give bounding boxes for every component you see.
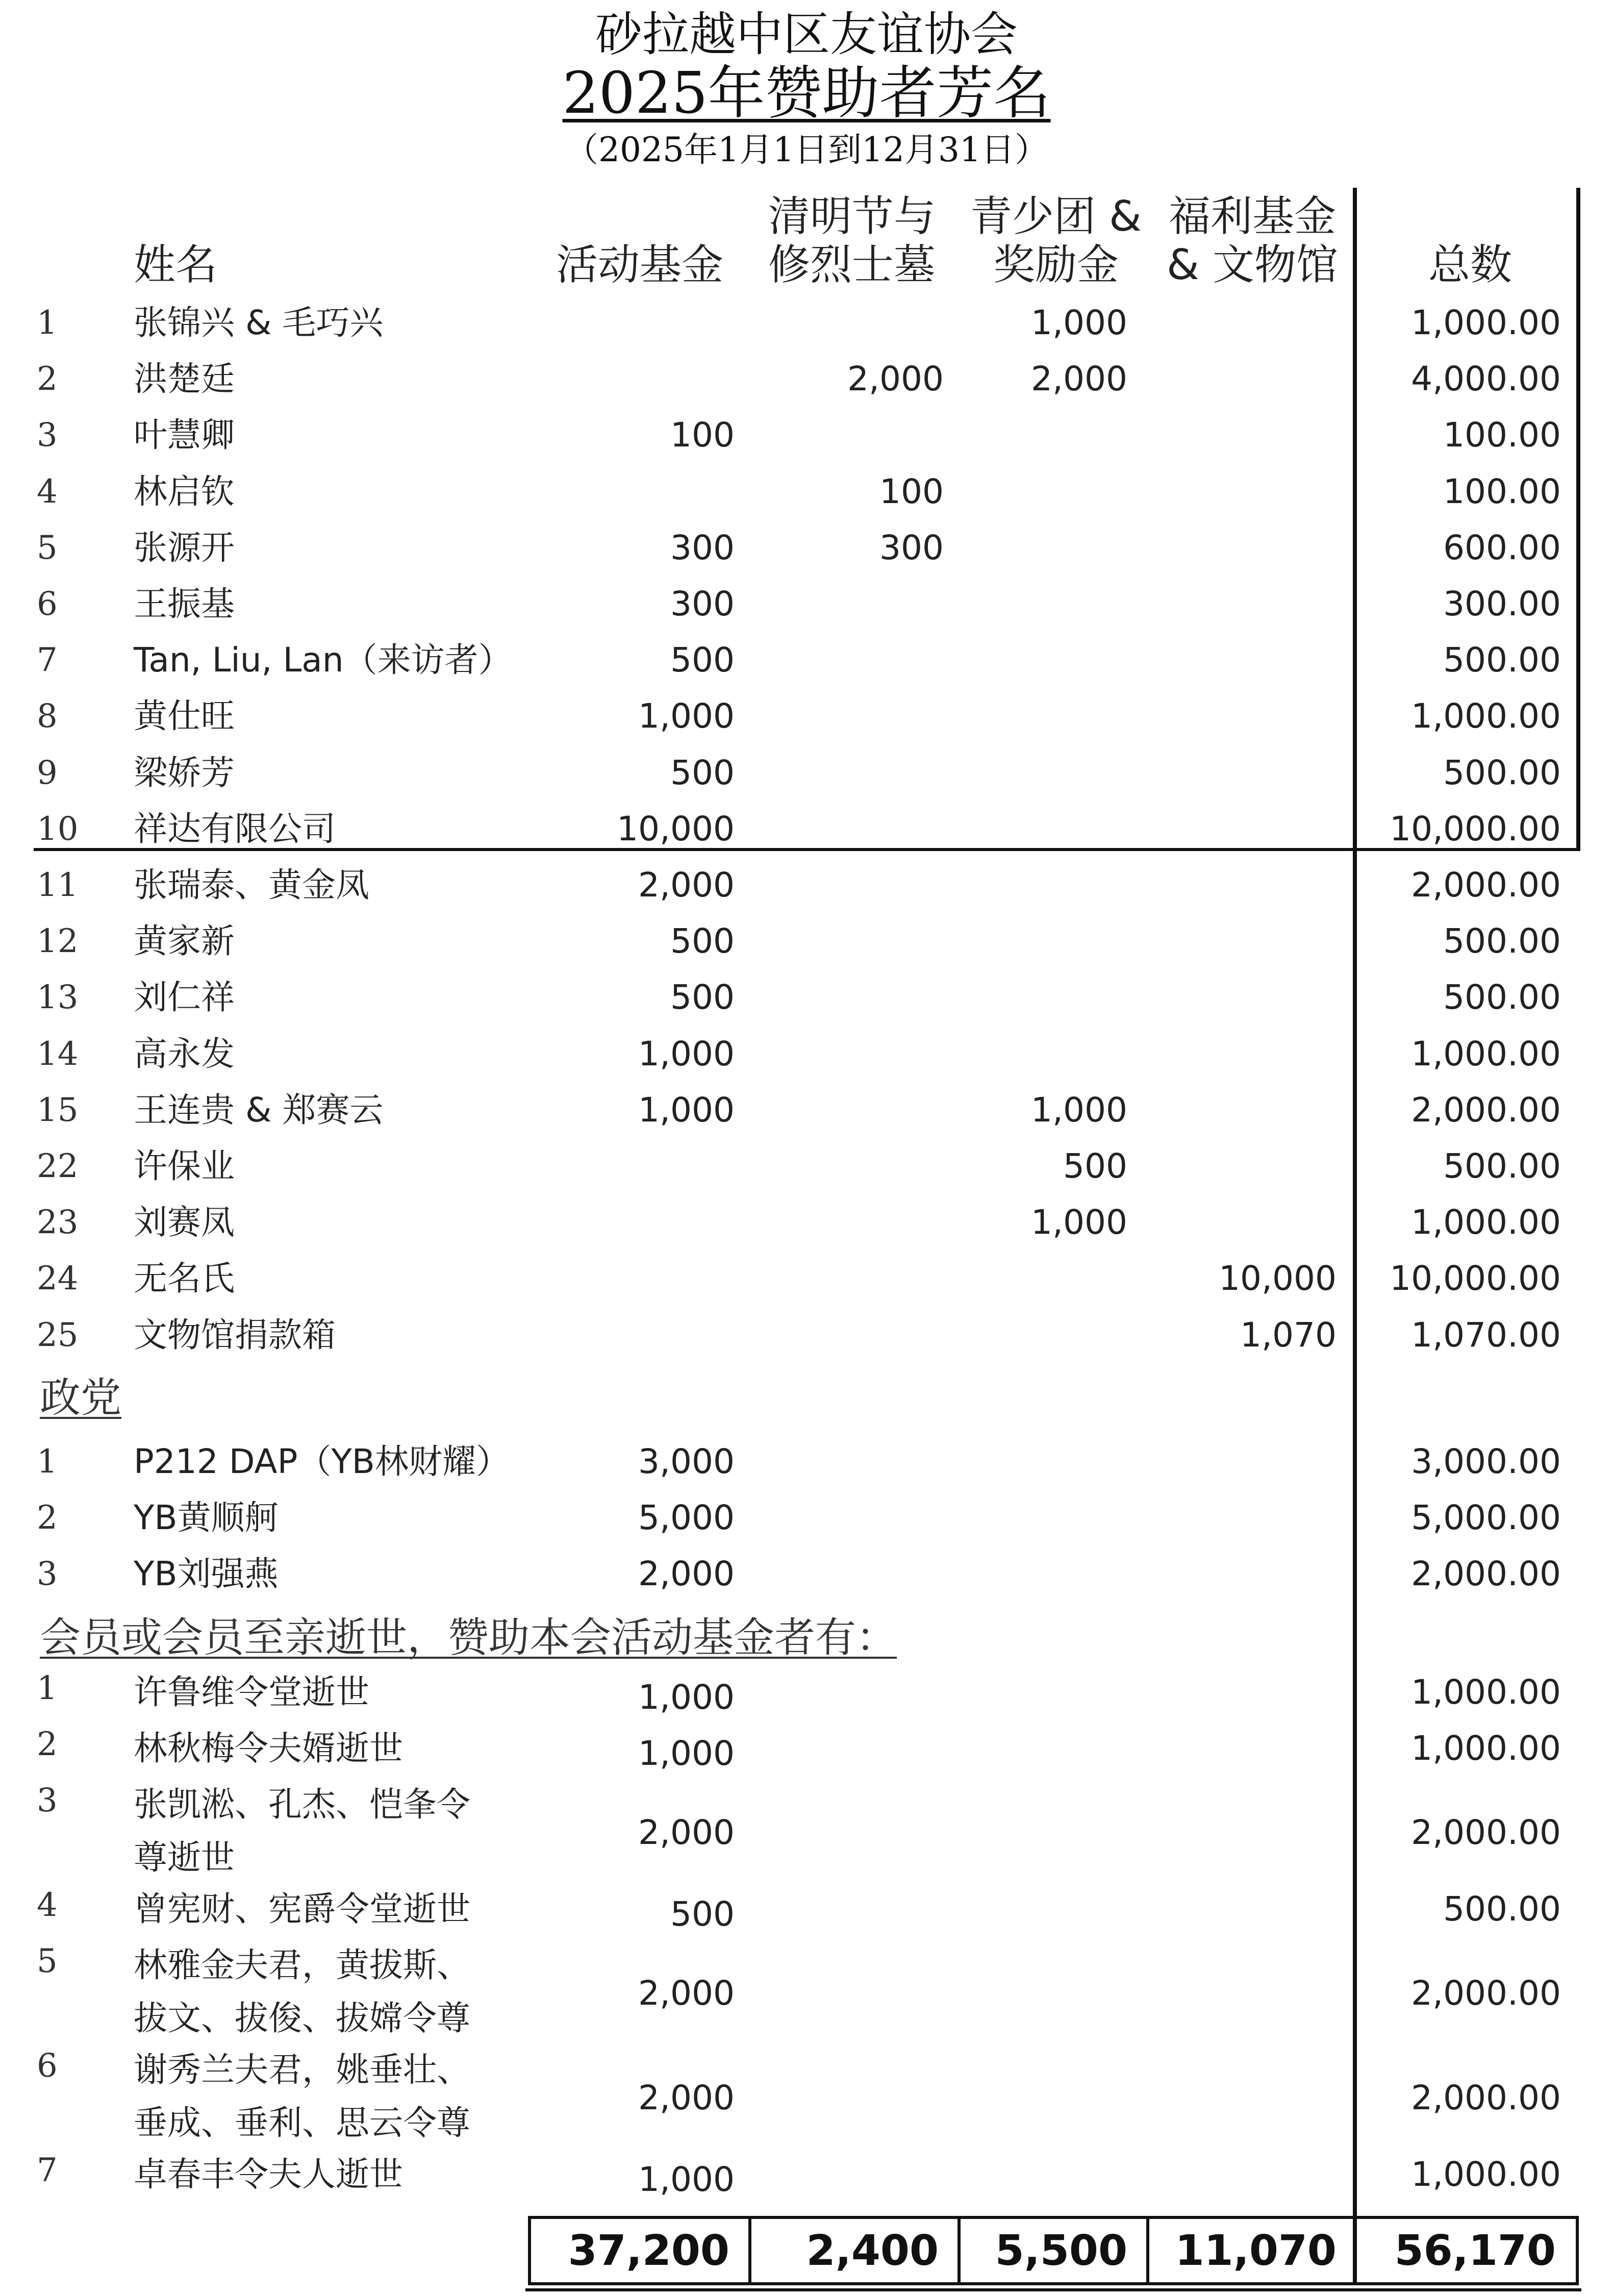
table-row — [0, 2152, 1613, 2208]
column-header-welfare-2: & 文物馆 — [1166, 241, 1338, 289]
donor-name: YB刘强燕 — [134, 1554, 279, 1593]
youth-amount: 1,000 — [1031, 1090, 1127, 1130]
row-total: 2,000.00 — [1411, 1090, 1561, 1130]
row-number: 25 — [37, 1316, 79, 1354]
row-total: 1,000.00 — [1411, 1203, 1561, 1242]
row-number: 2 — [37, 1726, 58, 1763]
row-number: 14 — [37, 1035, 79, 1073]
donor-name: 梁娇芳 — [134, 753, 235, 792]
memorial-name-line1: 林秋梅令夫婿逝世 — [134, 1729, 403, 1768]
youth-amount: 500 — [1063, 1146, 1127, 1186]
activity-amount: 300 — [670, 584, 735, 623]
activity-amount: 1,000 — [638, 696, 735, 736]
row-total: 300.00 — [1443, 584, 1561, 623]
row-number: 7 — [37, 2152, 58, 2189]
column-header-welfare-1: 福利基金 — [1168, 192, 1336, 241]
donor-name: 王连贵 & 郑赛云 — [134, 1090, 384, 1130]
row-number: 1 — [37, 1669, 58, 1707]
activity-amount: 10,000 — [617, 809, 735, 848]
donor-name: 无名氏 — [134, 1259, 235, 1299]
memorial-name-line1: 林雅金夫君，黄拔斯、 — [134, 1945, 470, 1985]
memorial-name-line2: 拔文、拔俊、拔嫦令尊 — [134, 1999, 470, 2038]
donor-name: 林启钦 — [134, 471, 235, 511]
row-total: 4,000.00 — [1411, 359, 1561, 399]
row-number: 11 — [37, 866, 79, 904]
donor-name: 张源开 — [134, 528, 235, 567]
row-number: 1 — [37, 304, 58, 342]
memorial-name-line1: 卓春丰令夫人逝世 — [134, 2155, 403, 2194]
total-welfare: 11,070 — [1175, 2227, 1337, 2275]
donor-name: 张瑞泰、黄金凤 — [134, 865, 369, 905]
row-total: 500.00 — [1443, 1146, 1561, 1186]
activity-amount: 2,000 — [638, 1813, 735, 1852]
total-qingming: 2,400 — [806, 2227, 939, 2275]
period: （2025年1月1日到12月31日） — [565, 130, 1048, 169]
column-header-youth-1: 青少团 & — [970, 192, 1142, 241]
row-number: 5 — [37, 529, 58, 567]
row-number: 23 — [37, 1204, 79, 1242]
activity-amount: 500 — [670, 921, 735, 961]
welfare-amount: 10,000 — [1219, 1259, 1337, 1299]
total-activity: 37,200 — [568, 2227, 729, 2275]
activity-amount: 500 — [670, 753, 735, 792]
donor-name: 祥达有限公司 — [134, 809, 336, 848]
column-header-name: 姓名 — [134, 241, 218, 289]
row-number: 13 — [37, 979, 79, 1017]
party-section-title: 政党 — [40, 1374, 121, 1421]
donor-name: 王振基 — [134, 584, 235, 623]
row-total: 500.00 — [1443, 640, 1561, 680]
row-number: 10 — [37, 810, 79, 848]
grand-total: 56,170 — [1394, 2227, 1556, 2275]
activity-amount: 1,000 — [638, 1034, 735, 1074]
donor-name: YB黄顺舸 — [134, 1498, 279, 1537]
youth-amount: 1,000 — [1031, 1203, 1127, 1242]
column-header-youth-2: 奖励金 — [993, 241, 1119, 289]
org-name: 砂拉越中区友谊协会 — [595, 7, 1018, 62]
donor-name: 黄家新 — [134, 921, 235, 961]
memorial-name-line1: 许鲁维令堂逝世 — [134, 1673, 369, 1712]
memorial-name-line2: 垂成、垂利、思云令尊 — [134, 2103, 470, 2142]
donor-name: 高永发 — [134, 1034, 235, 1074]
row-total: 500.00 — [1443, 1889, 1561, 1929]
memorial-section-title: 会员或会员至亲逝世，赞助本会活动基金者有： — [40, 1614, 897, 1661]
row-total: 1,000.00 — [1411, 303, 1561, 342]
donor-name: Tan, Liu, Lan（来访者） — [134, 640, 512, 680]
row-number: 5 — [37, 1942, 58, 1980]
column-header-activity: 活动基金 — [556, 241, 724, 289]
row-number: 9 — [37, 754, 58, 792]
activity-amount: 1,000 — [638, 1678, 735, 1717]
row-total: 3,000.00 — [1411, 1442, 1561, 1481]
row-total: 500.00 — [1443, 921, 1561, 961]
donor-name: 刘赛凤 — [134, 1203, 235, 1242]
row-total: 1,000.00 — [1411, 696, 1561, 736]
row-number: 24 — [37, 1260, 79, 1298]
row-total: 1,000.00 — [1411, 1729, 1561, 1768]
row-total: 1,000.00 — [1411, 2155, 1561, 2194]
qingming-amount: 2,000 — [847, 359, 944, 399]
activity-amount: 5,000 — [638, 1498, 735, 1537]
row-total: 2,000.00 — [1411, 2078, 1561, 2117]
donor-name: 刘仁祥 — [134, 978, 235, 1017]
row-total: 2,000.00 — [1411, 1554, 1561, 1593]
row-total: 10,000.00 — [1390, 1259, 1561, 1299]
activity-amount: 1,000 — [638, 1090, 735, 1130]
row-total: 1,000.00 — [1411, 1034, 1561, 1074]
row-number: 3 — [37, 416, 58, 455]
welfare-amount: 1,070 — [1240, 1315, 1337, 1355]
youth-amount: 2,000 — [1031, 359, 1127, 399]
activity-amount: 2,000 — [638, 1554, 735, 1593]
activity-amount: 100 — [670, 415, 735, 455]
activity-amount: 1,000 — [638, 2160, 735, 2199]
table-row — [0, 1942, 1613, 2047]
row-total: 5,000.00 — [1411, 1498, 1561, 1537]
row-total: 10,000.00 — [1390, 809, 1561, 848]
row-number: 8 — [37, 697, 58, 736]
row-number: 2 — [37, 1499, 58, 1537]
row-number: 22 — [37, 1147, 79, 1185]
donor-name: 许保业 — [134, 1146, 235, 1186]
activity-amount: 500 — [670, 640, 735, 680]
row-total: 100.00 — [1443, 415, 1561, 455]
row-number: 4 — [37, 1886, 58, 1924]
right-border-upper — [1576, 188, 1580, 851]
row-number: 12 — [37, 922, 79, 961]
donor-name: 文物馆捐款箱 — [134, 1315, 336, 1355]
activity-amount: 500 — [670, 978, 735, 1017]
row-number: 3 — [37, 1555, 58, 1593]
youth-amount: 1,000 — [1031, 303, 1127, 342]
memorial-name-line1: 张凯淞、孔杰、恺夆令 — [134, 1785, 470, 1824]
row-total: 500.00 — [1443, 753, 1561, 792]
row-number: 7 — [37, 641, 58, 680]
activity-amount: 300 — [670, 528, 735, 567]
activity-amount: 500 — [670, 1894, 735, 1934]
row-total: 1,070.00 — [1411, 1315, 1561, 1355]
donor-name: 黄仕旺 — [134, 696, 235, 736]
row-total: 600.00 — [1443, 528, 1561, 567]
table-row — [0, 2047, 1613, 2152]
row-number: 2 — [37, 360, 58, 398]
row-number: 4 — [37, 472, 58, 511]
donor-name: 叶慧卿 — [134, 415, 235, 455]
row-number: 3 — [37, 1782, 58, 1819]
donor-name: 洪楚廷 — [134, 359, 235, 399]
donor-name: 张锦兴 & 毛巧兴 — [134, 303, 384, 342]
column-header-total: 总数 — [1428, 241, 1513, 289]
activity-amount: 3,000 — [638, 1442, 735, 1481]
row-total: 500.00 — [1443, 978, 1561, 1017]
total-youth: 5,500 — [995, 2227, 1127, 2275]
page-title: 2025年赞助者芳名 — [562, 60, 1051, 127]
table-row — [0, 1886, 1613, 1942]
row-total: 2,000.00 — [1411, 865, 1561, 905]
row-number: 1 — [37, 1443, 58, 1481]
column-header-qingming-1: 清明节与 — [768, 192, 936, 241]
row-total: 100.00 — [1443, 471, 1561, 511]
column-header-qingming-2: 修烈士墓 — [768, 241, 936, 289]
memorial-name-line1: 曾宪财、宪爵令堂逝世 — [134, 1889, 470, 1929]
row-total: 1,000.00 — [1411, 1673, 1561, 1712]
row-number: 6 — [37, 2047, 58, 2085]
activity-amount: 1,000 — [638, 1734, 735, 1773]
qingming-amount: 300 — [879, 528, 944, 567]
row-number: 15 — [37, 1091, 79, 1129]
row-total: 2,000.00 — [1411, 1974, 1561, 2013]
qingming-amount: 100 — [879, 471, 944, 511]
row-total: 2,000.00 — [1411, 1813, 1561, 1852]
table-row — [0, 1669, 1613, 1726]
memorial-name-line2: 尊逝世 — [134, 1838, 235, 1877]
activity-amount: 2,000 — [638, 2078, 735, 2117]
table-row — [0, 1726, 1613, 1782]
activity-amount: 2,000 — [638, 1974, 735, 2013]
memorial-name-line1: 谢秀兰夫君，姚垂壮、 — [134, 2050, 470, 2089]
donor-name: P212 DAP（YB林财耀） — [134, 1442, 510, 1481]
table-row — [0, 1782, 1613, 1886]
row-number: 6 — [37, 585, 58, 623]
activity-amount: 2,000 — [638, 865, 735, 905]
